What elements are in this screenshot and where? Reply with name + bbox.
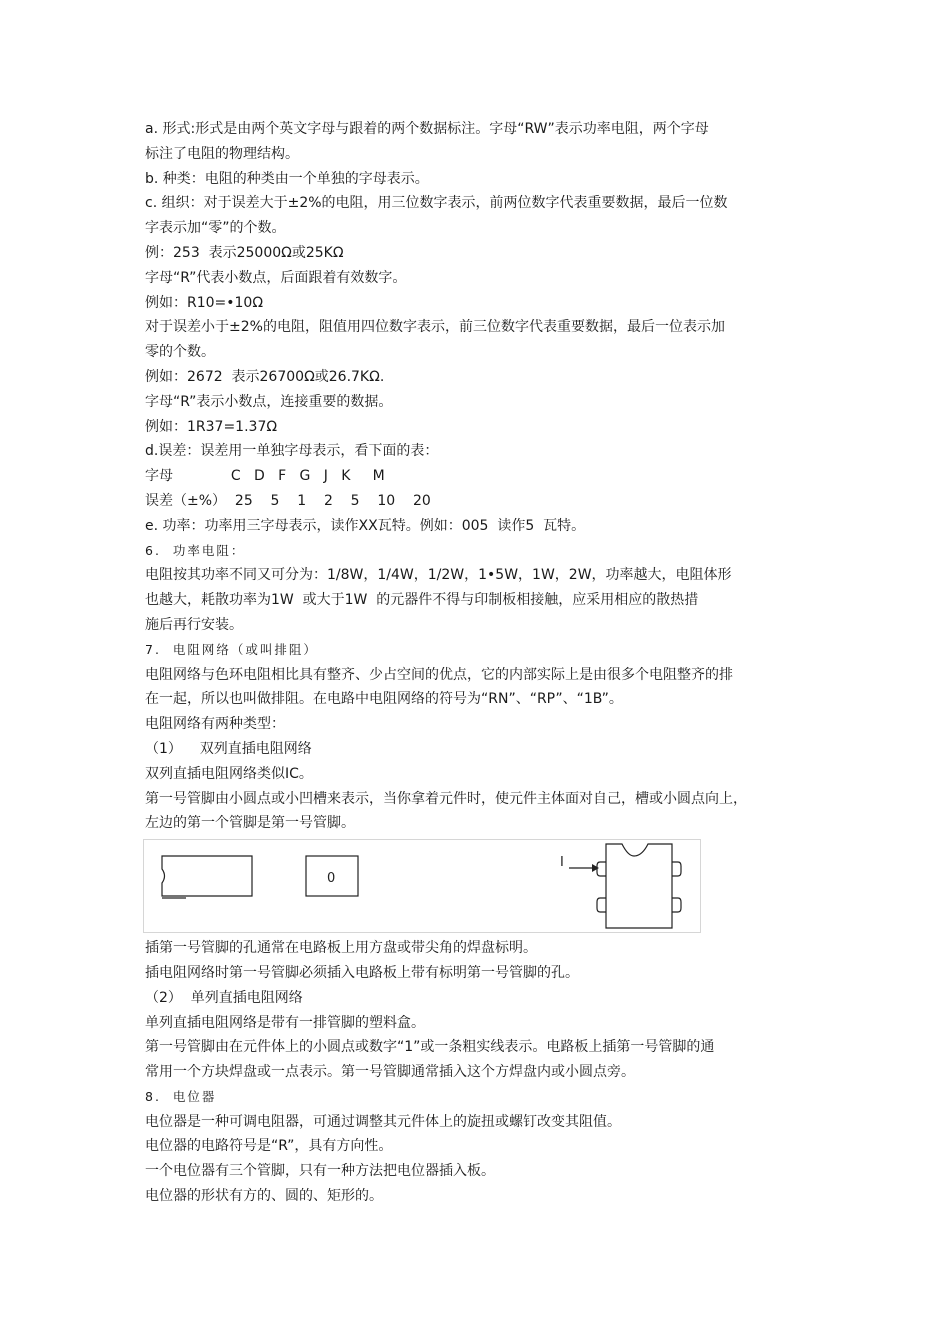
section-heading: 8. 电位器 — [145, 1088, 217, 1104]
text-line: 双列直插电阻网络类似IC。 — [145, 765, 313, 782]
text-line: 第一号管脚由小圆点或小凹槽来表示，当你拿着元件时，使元件主体面对自己，槽或小圆点向上， — [145, 790, 747, 807]
section-heading: 6. 功率电阻： — [145, 542, 246, 558]
text-line: e. 功率：功率用三字母表示，读作XX瓦特。例如：005 读作5 瓦特。 — [145, 517, 586, 534]
text-line: 例如：1R37=1.37Ω — [145, 418, 278, 435]
text-line: a. 形式:形式是由两个英文字母与跟着的两个数据标注。字母“RW”表示功率电阻，两个字母 — [145, 121, 709, 137]
text-line: 例：253 表示25000Ω或25KΩ — [145, 244, 344, 261]
text-line: 对于误差小于±2%的电阻，阻值用四位数字表示，前三位数字代表重要数据，最后一位表示加 — [145, 319, 725, 336]
notch-package-shape — [162, 856, 252, 898]
text-line: 零的个数。 — [145, 344, 215, 361]
pin-one-pointer — [560, 855, 599, 872]
text-line: 在一起，所以也叫做排阻。在电路中电阻网络的符号为“RN”、“RP”、“1B”。 — [145, 691, 623, 708]
dot-package-shape — [306, 856, 358, 896]
text-block-lower — [145, 936, 815, 1209]
text-line: （1） 双列直插电阻网络 — [145, 740, 312, 757]
text-line: 电位器是一种可调电阻器，可通过调整其元件体上的旋扭或螺钉改变其阻值。 — [145, 1113, 621, 1130]
dip-package-shape — [597, 844, 681, 928]
text-line: 一个电位器有三个管脚，只有一种方法把电位器插入板。 — [145, 1163, 495, 1180]
text-block-upper — [145, 117, 815, 836]
text-line: 字表示加“零”的个数。 — [145, 220, 286, 237]
document-body — [145, 117, 815, 1209]
text-line: 左边的第一个管脚是第一号管脚。 — [145, 815, 355, 832]
pointer-label: I — [560, 855, 564, 871]
text-line: 例如：2672 表示26700Ω或26.7KΩ. — [145, 368, 385, 385]
text-line: 电阻网络有两种类型： — [145, 716, 285, 733]
text-line: 例如：R10=•10Ω — [145, 294, 264, 311]
text-line: 电位器的电路符号是“R”，具有方向性。 — [145, 1138, 393, 1155]
figure-drawing — [144, 840, 700, 932]
text-line: 字母“R”表示小数点，连接重要的数据。 — [145, 393, 393, 410]
text-line: d.误差：误差用一单独字母表示，看下面的表： — [145, 443, 439, 460]
text-line: 电阻网络与色环电阻相比具有整齐、少占空间的优点，它的内部实际上是由很多个电阻整齐的排 — [145, 666, 733, 683]
text-line: 字母 C D F G J K M — [145, 468, 385, 485]
text-line: 误差（±%） 25 5 1 2 5 10 20 — [145, 492, 431, 509]
text-line: 标注了电阻的物理结构。 — [145, 145, 299, 162]
text-line: （2） 单列直插电阻网络 — [145, 989, 303, 1006]
text-line: 第一号管脚由在元件体上的小圆点或数字“1”或一条粗实线表示。电路板上插第一号管脚的通 — [145, 1039, 715, 1056]
text-line: 施后再行安装。 — [145, 616, 243, 633]
text-line: 也越大，耗散功率为1W 或大于1W 的元器件不得与印制板相接触，应采用相应的散热措 — [145, 592, 699, 609]
text-line: b. 种类：电阻的种类由一个单独的字母表示。 — [145, 170, 429, 187]
text-line: 单列直插电阻网络是带有一排管脚的塑料盒。 — [145, 1014, 425, 1031]
section-heading: 7. 电阻网络（或叫排阻） — [145, 641, 318, 657]
text-line: 常用一个方块焊盘或一点表示。第一号管脚通常插入这个方焊盘内或小圆点旁。 — [145, 1064, 635, 1081]
text-line: 电位器的形状有方的、圆的、矩形的。 — [145, 1188, 383, 1205]
square-mark-label: 0 — [327, 871, 336, 887]
text-line: 插电阻网络时第一号管脚必须插入电路板上带有标明第一号管脚的孔。 — [145, 964, 579, 981]
pin-marking-figure — [143, 839, 701, 933]
text-line: 电阻按其功率不同又可分为：1/8W，1/4W，1/2W，1•5W，1W，2W，功率越大，电阻体形 — [145, 567, 732, 584]
text-line: c. 组织：对于误差大于±2%的电阻，用三位数字表示，前两位数字代表重要数据，最后一位数 — [145, 195, 728, 212]
text-line: 字母“R”代表小数点，后面跟着有效数字。 — [145, 269, 407, 286]
text-line: 插第一号管脚的孔通常在电路板上用方盘或带尖角的焊盘标明。 — [145, 940, 537, 957]
